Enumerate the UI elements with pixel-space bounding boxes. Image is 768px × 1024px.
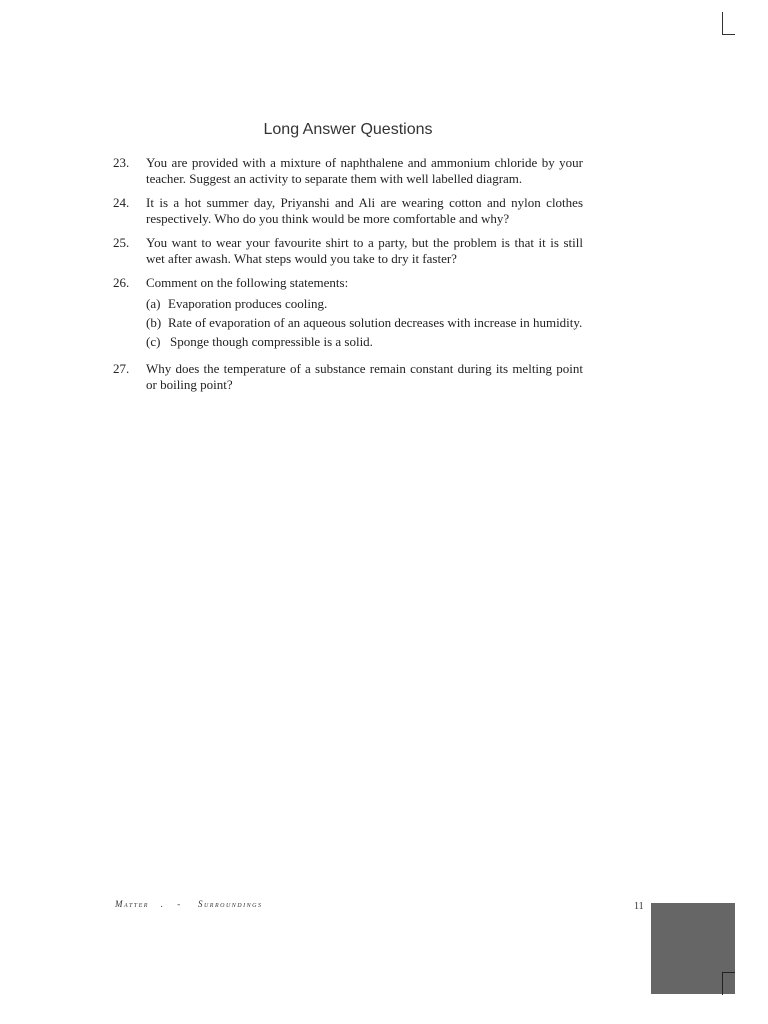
sub-question-label: (c) bbox=[146, 334, 161, 349]
running-footer bbox=[115, 899, 262, 909]
crop-mark-top bbox=[722, 12, 735, 35]
sub-question-list bbox=[146, 296, 583, 350]
sub-question-label: (a) bbox=[146, 296, 161, 311]
question-body bbox=[146, 275, 583, 353]
sub-question-text: Sponge though compressible is a solid. bbox=[170, 334, 373, 349]
sub-question-a bbox=[146, 296, 583, 312]
question-text: You want to wear your favourite shirt to a party, but the problem is that it is still wet after awash. What steps would you take to dry it faster? bbox=[146, 235, 583, 266]
question-27 bbox=[113, 361, 583, 393]
footer-word-matter: Matter bbox=[115, 899, 149, 909]
question-number: 23. bbox=[113, 155, 130, 170]
page-number: 11 bbox=[634, 901, 644, 912]
crop-mark-bottom bbox=[722, 972, 735, 995]
question-number: 25. bbox=[113, 235, 130, 250]
question-number: 27. bbox=[113, 361, 130, 376]
footer-separator: . - bbox=[160, 899, 187, 909]
question-25 bbox=[113, 235, 583, 267]
question-number: 24. bbox=[113, 195, 130, 210]
sub-question-c bbox=[146, 334, 583, 350]
question-text: You are provided with a mixture of naphthalene and ammonium chloride by your teacher. Suggest an activity to separate them with well labelled diagram. bbox=[146, 155, 583, 186]
sub-question-b bbox=[146, 315, 583, 331]
sub-question-text: Rate of evaporation of an aqueous solution decreases with increase in humidity. bbox=[168, 315, 583, 330]
question-list bbox=[113, 155, 583, 401]
sub-question-label: (b) bbox=[146, 315, 162, 330]
question-text: Why does the temperature of a substance remain constant during its melting point or boiling point? bbox=[146, 361, 583, 392]
sub-question-text: Evaporation produces cooling. bbox=[168, 296, 328, 311]
question-text: It is a hot summer day, Priyanshi and Ali are wearing cotton and nylon clothes respectively. Who do you think would be more comfortable and why? bbox=[146, 195, 583, 226]
question-23 bbox=[113, 155, 583, 187]
question-number: 26. bbox=[113, 275, 130, 290]
question-24 bbox=[113, 195, 583, 227]
question-text: Comment on the following statements: bbox=[146, 275, 349, 290]
footer-word-surroundings: Surroundings bbox=[197, 899, 263, 909]
section-title: Long Answer Questions bbox=[263, 121, 433, 138]
question-26 bbox=[113, 275, 583, 353]
